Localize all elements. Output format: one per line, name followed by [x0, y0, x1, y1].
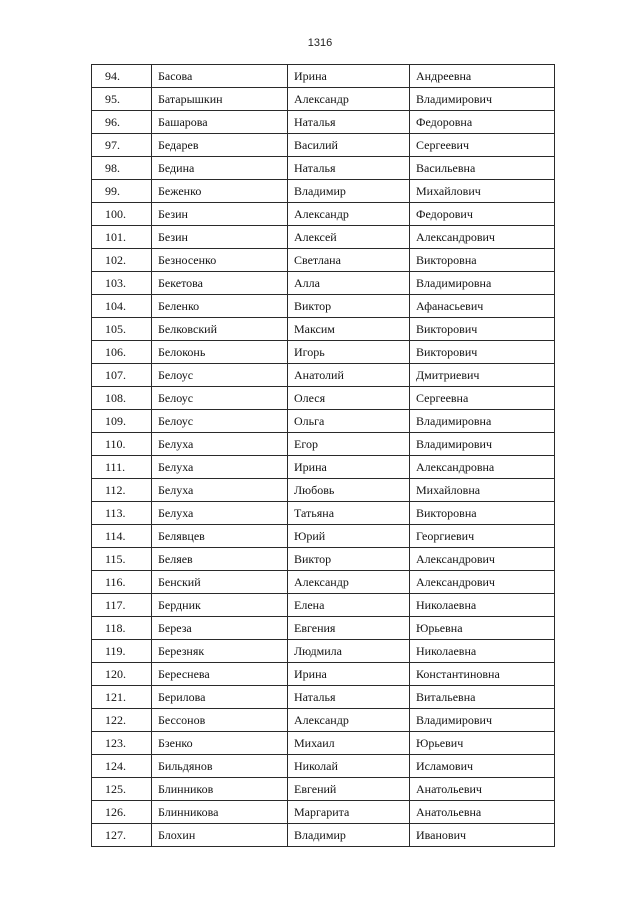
row-number: 118.	[92, 617, 152, 640]
patronymic-cell: Александрович	[410, 571, 555, 594]
surname-cell: Белуха	[152, 456, 288, 479]
patronymic-cell: Федоровна	[410, 111, 555, 134]
row-number: 126.	[92, 801, 152, 824]
given-name-cell: Александр	[288, 571, 410, 594]
given-name-cell: Ирина	[288, 456, 410, 479]
surname-cell: Белковский	[152, 318, 288, 341]
table-row	[92, 709, 555, 732]
patronymic-cell: Сергеевна	[410, 387, 555, 410]
table-row	[92, 433, 555, 456]
table-row	[92, 387, 555, 410]
given-name-cell: Наталья	[288, 111, 410, 134]
surname-cell: Бзенко	[152, 732, 288, 755]
given-name-cell: Александр	[288, 203, 410, 226]
surname-cell: Березняк	[152, 640, 288, 663]
row-number: 106.	[92, 341, 152, 364]
patronymic-cell: Александрович	[410, 226, 555, 249]
patronymic-cell: Георгиевич	[410, 525, 555, 548]
patronymic-cell: Викторовна	[410, 502, 555, 525]
page-number: 1316	[307, 37, 333, 49]
names-table-body	[92, 65, 555, 847]
patronymic-cell: Владимирович	[410, 709, 555, 732]
table-row	[92, 272, 555, 295]
row-number: 102.	[92, 249, 152, 272]
table-row	[92, 456, 555, 479]
row-number: 116.	[92, 571, 152, 594]
patronymic-cell: Анатольевна	[410, 801, 555, 824]
patronymic-cell: Юрьевич	[410, 732, 555, 755]
surname-cell: Безин	[152, 226, 288, 249]
patronymic-cell: Анатольевич	[410, 778, 555, 801]
table-row	[92, 226, 555, 249]
table-row	[92, 111, 555, 134]
names-table	[91, 64, 555, 847]
surname-cell: Безин	[152, 203, 288, 226]
table-row	[92, 525, 555, 548]
table-row	[92, 594, 555, 617]
row-number: 108.	[92, 387, 152, 410]
patronymic-cell: Федорович	[410, 203, 555, 226]
surname-cell: Башарова	[152, 111, 288, 134]
surname-cell: Бекетова	[152, 272, 288, 295]
given-name-cell: Игорь	[288, 341, 410, 364]
table-row	[92, 663, 555, 686]
patronymic-cell: Владимировна	[410, 272, 555, 295]
surname-cell: Батарышкин	[152, 88, 288, 111]
row-number: 119.	[92, 640, 152, 663]
row-number: 107.	[92, 364, 152, 387]
given-name-cell: Татьяна	[288, 502, 410, 525]
row-number: 122.	[92, 709, 152, 732]
patronymic-cell: Николаевна	[410, 594, 555, 617]
given-name-cell: Людмила	[288, 640, 410, 663]
row-number: 103.	[92, 272, 152, 295]
patronymic-cell: Александровна	[410, 456, 555, 479]
given-name-cell: Ольга	[288, 410, 410, 433]
patronymic-cell: Иванович	[410, 824, 555, 847]
table-row	[92, 65, 555, 88]
table-row	[92, 686, 555, 709]
given-name-cell: Олеся	[288, 387, 410, 410]
patronymic-cell: Сергеевич	[410, 134, 555, 157]
patronymic-cell: Владимирович	[410, 88, 555, 111]
row-number: 110.	[92, 433, 152, 456]
patronymic-cell: Исламович	[410, 755, 555, 778]
row-number: 96.	[92, 111, 152, 134]
row-number: 114.	[92, 525, 152, 548]
table-row	[92, 571, 555, 594]
patronymic-cell: Дмитриевич	[410, 364, 555, 387]
patronymic-cell: Владимирович	[410, 433, 555, 456]
surname-cell: Белоус	[152, 364, 288, 387]
given-name-cell: Наталья	[288, 157, 410, 180]
row-number: 123.	[92, 732, 152, 755]
given-name-cell: Егор	[288, 433, 410, 456]
surname-cell: Береза	[152, 617, 288, 640]
surname-cell: Бердник	[152, 594, 288, 617]
table-row	[92, 134, 555, 157]
surname-cell: Береснева	[152, 663, 288, 686]
given-name-cell: Александр	[288, 709, 410, 732]
given-name-cell: Светлана	[288, 249, 410, 272]
surname-cell: Бедина	[152, 157, 288, 180]
row-number: 113.	[92, 502, 152, 525]
row-number: 111.	[92, 456, 152, 479]
row-number: 121.	[92, 686, 152, 709]
surname-cell: Басова	[152, 65, 288, 88]
table-row	[92, 295, 555, 318]
surname-cell: Беженко	[152, 180, 288, 203]
surname-cell: Бедарев	[152, 134, 288, 157]
given-name-cell: Алла	[288, 272, 410, 295]
given-name-cell: Василий	[288, 134, 410, 157]
row-number: 127.	[92, 824, 152, 847]
surname-cell: Блинников	[152, 778, 288, 801]
surname-cell: Блинникова	[152, 801, 288, 824]
given-name-cell: Николай	[288, 755, 410, 778]
table-row	[92, 410, 555, 433]
row-number: 97.	[92, 134, 152, 157]
given-name-cell: Юрий	[288, 525, 410, 548]
table-row	[92, 479, 555, 502]
table-row	[92, 180, 555, 203]
surname-cell: Беляев	[152, 548, 288, 571]
given-name-cell: Михаил	[288, 732, 410, 755]
patronymic-cell: Витальевна	[410, 686, 555, 709]
surname-cell: Белоконь	[152, 341, 288, 364]
given-name-cell: Ирина	[288, 663, 410, 686]
row-number: 120.	[92, 663, 152, 686]
row-number: 117.	[92, 594, 152, 617]
patronymic-cell: Викторович	[410, 318, 555, 341]
table-row	[92, 364, 555, 387]
given-name-cell: Виктор	[288, 295, 410, 318]
given-name-cell: Владимир	[288, 824, 410, 847]
patronymic-cell: Андреевна	[410, 65, 555, 88]
row-number: 124.	[92, 755, 152, 778]
surname-cell: Беленко	[152, 295, 288, 318]
row-number: 94.	[92, 65, 152, 88]
surname-cell: Безносенко	[152, 249, 288, 272]
table-row	[92, 548, 555, 571]
patronymic-cell: Юрьевна	[410, 617, 555, 640]
table-row	[92, 640, 555, 663]
given-name-cell: Виктор	[288, 548, 410, 571]
table-row	[92, 617, 555, 640]
row-number: 104.	[92, 295, 152, 318]
row-number: 105.	[92, 318, 152, 341]
patronymic-cell: Константиновна	[410, 663, 555, 686]
table-row	[92, 157, 555, 180]
table-row	[92, 502, 555, 525]
given-name-cell: Наталья	[288, 686, 410, 709]
surname-cell: Бенский	[152, 571, 288, 594]
patronymic-cell: Афанасьевич	[410, 295, 555, 318]
given-name-cell: Евгений	[288, 778, 410, 801]
table-row	[92, 824, 555, 847]
row-number: 95.	[92, 88, 152, 111]
row-number: 109.	[92, 410, 152, 433]
table-row	[92, 249, 555, 272]
table-row	[92, 203, 555, 226]
row-number: 112.	[92, 479, 152, 502]
given-name-cell: Максим	[288, 318, 410, 341]
patronymic-cell: Викторович	[410, 341, 555, 364]
surname-cell: Белоус	[152, 410, 288, 433]
surname-cell: Бильдянов	[152, 755, 288, 778]
row-number: 98.	[92, 157, 152, 180]
patronymic-cell: Михайловна	[410, 479, 555, 502]
table-row	[92, 801, 555, 824]
patronymic-cell: Михайлович	[410, 180, 555, 203]
patronymic-cell: Владимировна	[410, 410, 555, 433]
patronymic-cell: Викторовна	[410, 249, 555, 272]
row-number: 125.	[92, 778, 152, 801]
table-row	[92, 318, 555, 341]
given-name-cell: Маргарита	[288, 801, 410, 824]
surname-cell: Белуха	[152, 479, 288, 502]
surname-cell: Белоус	[152, 387, 288, 410]
row-number: 101.	[92, 226, 152, 249]
table-row	[92, 732, 555, 755]
surname-cell: Блохин	[152, 824, 288, 847]
given-name-cell: Евгения	[288, 617, 410, 640]
patronymic-cell: Александрович	[410, 548, 555, 571]
table-row	[92, 88, 555, 111]
surname-cell: Белявцев	[152, 525, 288, 548]
patronymic-cell: Васильевна	[410, 157, 555, 180]
given-name-cell: Елена	[288, 594, 410, 617]
given-name-cell: Владимир	[288, 180, 410, 203]
given-name-cell: Александр	[288, 88, 410, 111]
table-row	[92, 755, 555, 778]
surname-cell: Бессонов	[152, 709, 288, 732]
table-row	[92, 341, 555, 364]
row-number: 115.	[92, 548, 152, 571]
surname-cell: Белуха	[152, 433, 288, 456]
given-name-cell: Анатолий	[288, 364, 410, 387]
row-number: 100.	[92, 203, 152, 226]
given-name-cell: Любовь	[288, 479, 410, 502]
given-name-cell: Ирина	[288, 65, 410, 88]
table-row	[92, 778, 555, 801]
patronymic-cell: Николаевна	[410, 640, 555, 663]
given-name-cell: Алексей	[288, 226, 410, 249]
surname-cell: Белуха	[152, 502, 288, 525]
row-number: 99.	[92, 180, 152, 203]
surname-cell: Берилова	[152, 686, 288, 709]
